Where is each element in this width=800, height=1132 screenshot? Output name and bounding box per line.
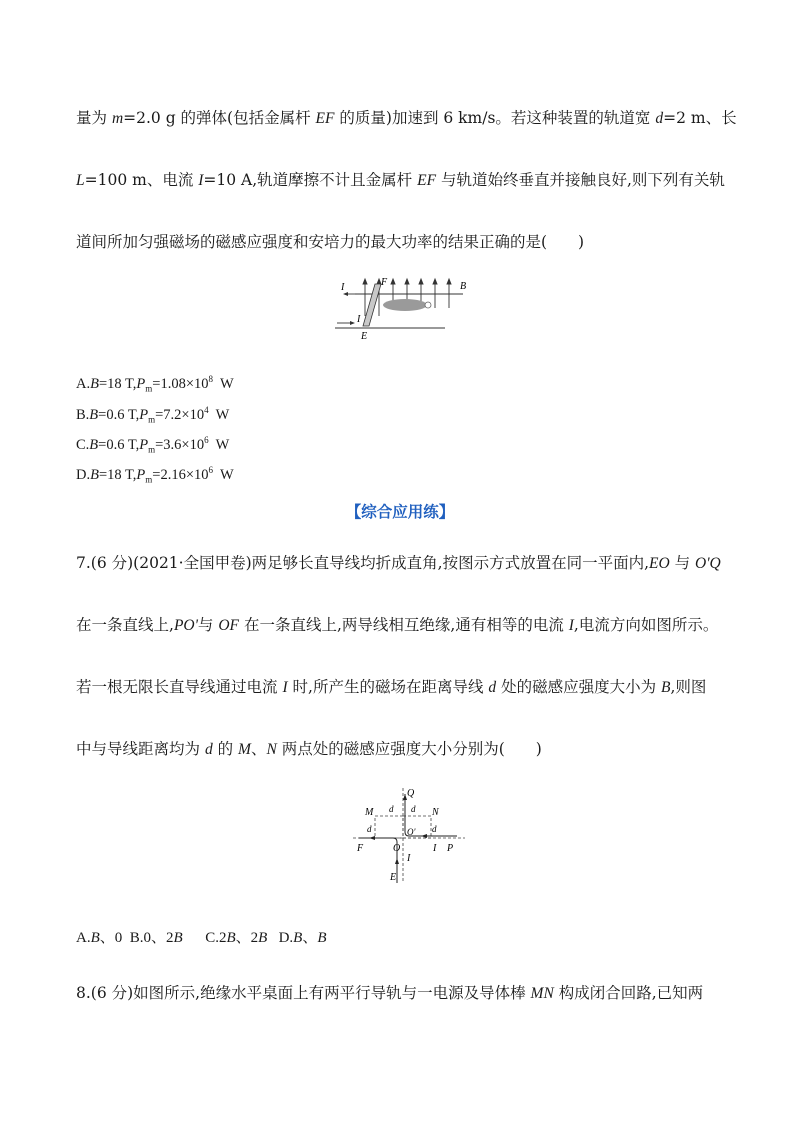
fig7-label-P: P [447, 843, 454, 854]
fig6-label-I2: I [357, 314, 361, 325]
fig7-label-d4: d [432, 824, 437, 834]
q6-text-line-1: 量为 m=2.0 g 的弹体(包括金属杆 EF 的质量)加速到 6 km/s。若这种装置的轨道宽 d=2 m、长 [76, 109, 737, 127]
q7-options: A.B、0 B.0、2B C.2B、2B D.B、B [76, 930, 327, 946]
q7-text-line-4: 中与导线距离均为 d 的 M、N 两点处的磁感应强度大小分别为( ) [76, 740, 542, 758]
q7-text-line-1: 7.(6 分)(2021·全国甲卷)两足够长直导线均折成直角,按图示方式放置在同一平面内,EO 与 O'Q [76, 554, 721, 572]
q6-text-line-3: 道间所加匀强磁场的磁感应强度和安培力的最大功率的结果正确的是( ) [76, 233, 585, 251]
fig6-label-F: F [381, 277, 388, 288]
q6-text-line-2: L=100 m、电流 I=10 A,轨道摩擦不计且金属杆 EF 与轨道始终垂直并接触良好,则下列有关轨 [76, 171, 725, 189]
fig7-label-O: O [393, 843, 401, 854]
fig7-label-Q: Q [407, 788, 415, 799]
fig7-label-F: F [357, 843, 364, 854]
fig7-label-d2: d [411, 804, 416, 814]
fig7-label-d3: d [367, 824, 372, 834]
fig6-label-B: B [460, 281, 467, 292]
section-title: 【综合应用练】 [345, 502, 455, 521]
q6-option-c: C.B=0.6 $T,P_m=3.6\times 10^6$ W [76, 435, 230, 455]
fig7-label-I1: I [433, 843, 437, 854]
railgun-figure [335, 276, 485, 346]
q7-text-line-3: 若一根无限长直导线通过电流 I 时,所产生的磁场在距离导线 d 处的磁感应强度大小为 B,则图 [76, 678, 707, 696]
q7-text-line-2: 在一条直线上,PO'与 OF 在一条直线上,两导线相互绝缘,通有相等的电流 I,电流方向如图所示。 [76, 616, 719, 634]
q6-option-d: D.B=18 $T,P_m=2.16\times 10^6$ W [76, 465, 234, 485]
wires-figure [345, 788, 475, 888]
q6-option-a: A.B=18 $T,P_m=1.08\times 10^8$ W [76, 374, 234, 394]
fig7-label-M: M [365, 807, 374, 818]
fig6-label-E: E [361, 331, 368, 342]
fig7-label-I2: I [407, 853, 411, 864]
fig7-label-E: E [390, 872, 397, 883]
q6-option-b: B.B=0.6 $T,P_m=7.2\times 10^4$ W [76, 405, 230, 425]
q8-text-line-1: 8.(6 分)如图所示,绝缘水平桌面上有两平行导轨与一电源及导体棒 MN 构成闭合回路,已知两 [76, 984, 704, 1002]
fig6-label-I: I [341, 282, 345, 293]
fig7-label-N: N [432, 807, 439, 818]
fig7-label-O1: O' [407, 827, 416, 837]
fig7-label-d1: d [389, 804, 394, 814]
